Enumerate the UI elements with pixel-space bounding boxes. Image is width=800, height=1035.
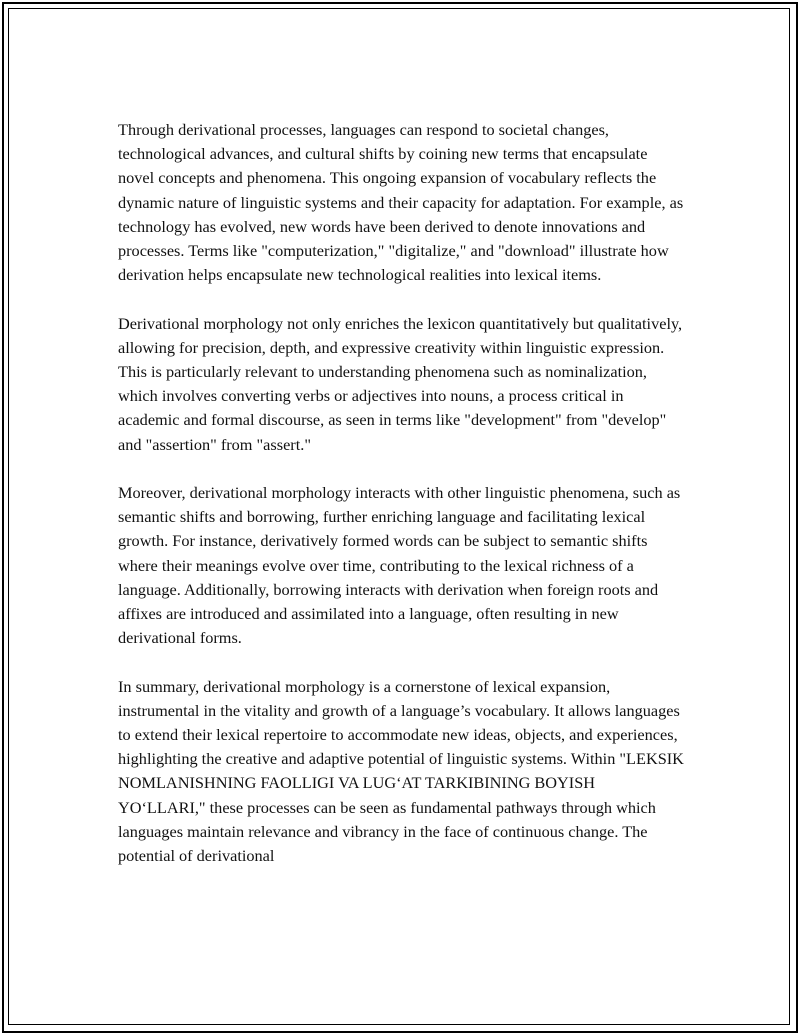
paragraph-semantic-shifts: Moreover, derivational morphology interacts with other linguistic phenomena, such as semantic shifts and borrowing, further enriching language and facilitating lexical growth. For instance, derivatively formed words can be subject to semantic shifts where their meanings evolve over time, contributing to the lexical richness of a language. Additionally, borrowing interacts with derivation when foreign roots and affixes are introduced and assimilated into a language, often resulting in new derivational forms. (118, 483, 681, 648)
document-body (118, 118, 684, 892)
paragraph-summary: In summary, derivational morphology is a cornerstone of lexical expansion, instrumental in the vitality and growth of a language’s vocabulary. It allows languages to extend their lexical repertoire to accommodate new ideas, objects, and experiences, highlighting the creative and adaptive potential of linguistic systems. Within "LEKSIK NOMLANISHNING FAOLLIGI VA LUG‘AT TARKIBINING BOYISH YO‘LLARI," these processes can be seen as fundamental pathways through which languages maintain relevance and vibrancy in the face of continuous change. The potential of derivational (118, 676, 684, 866)
paragraph-derivational-processes: Through derivational processes, languages can respond to societal changes, technological advances, and cultural shifts by coining new terms that encapsulate novel concepts and phenomena. This ongoing expansion of vocabulary reflects the dynamic nature of linguistic systems and their capacity for adaptation. For example, as technology has evolved, new words have been derived to denote innovations and processes. Terms like "computerization," "digitalize," and "download" illustrate how derivation helps encapsulate new technological realities into lexical items. (118, 120, 684, 285)
paragraph-lexicon-enrichment: Derivational morphology not only enriches the lexicon quantitatively but qualitatively, allowing for precision, depth, and expressive creativity within linguistic expression. This is particularly relevant to understanding phenomena such as nominalization, which involves converting verbs or adjectives into nouns, a process critical in academic and formal discourse, as seen in terms like "development" from "develop" and "assertion" from "assert." (118, 313, 683, 454)
